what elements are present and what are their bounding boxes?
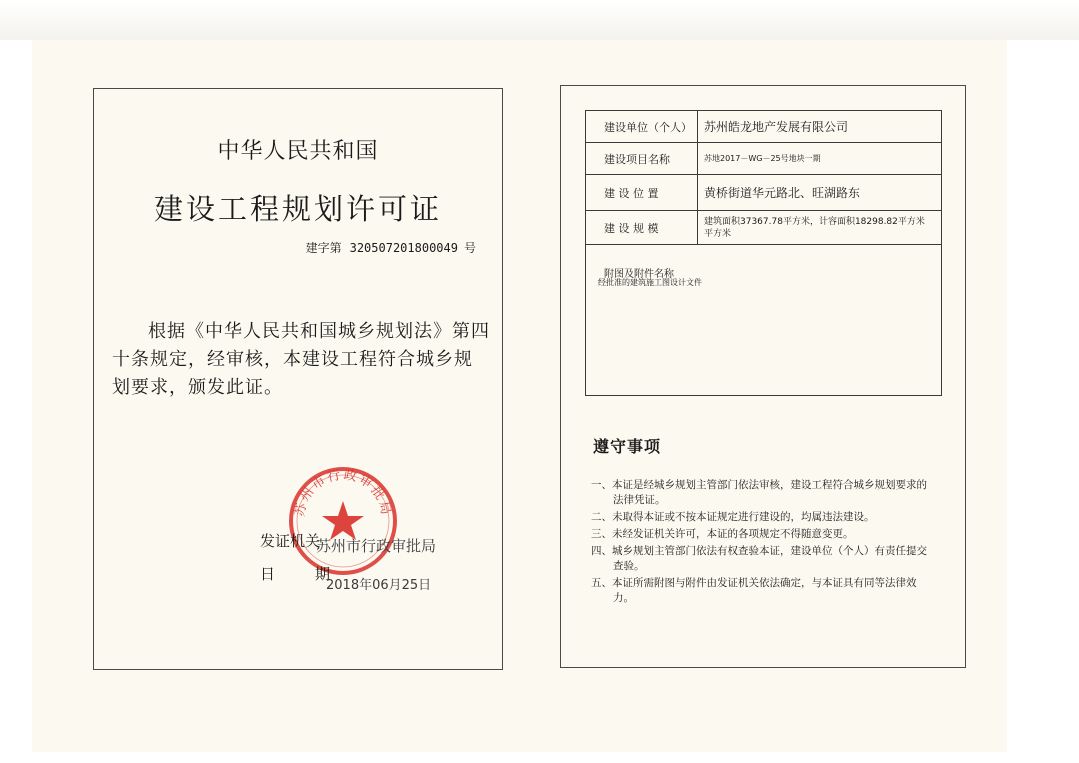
official-seal-icon: [287, 465, 399, 577]
notice-item: 一、本证是经城乡规划主管部门依法审核，建设工程符合城乡规划要求的法律凭证。: [591, 479, 927, 506]
attachment-label: 附图及附件名称: [604, 269, 674, 280]
table-row-project: [586, 143, 941, 175]
notice-item: 二、未取得本证或不按本证规定进行建设的，均属违法建设。: [591, 511, 875, 523]
table-row-unit: [586, 111, 941, 143]
row-value: 苏地2017－WG－25号地块一期: [704, 154, 821, 163]
notice-item: 四、城乡规划主管部门依法有权查验本证，建设单位（个人）有责任提交查验。: [591, 545, 927, 572]
row-label: 建设项目名称: [586, 143, 698, 174]
row-value: 建筑面积37367.78平方米，计容面积18298.82平方米 平方米: [704, 216, 934, 239]
number-value: 320507201800049: [349, 241, 458, 255]
number-suffix: 号: [463, 241, 476, 255]
issue-date: 2018年06月25日: [326, 578, 432, 593]
row-label: 建 设 规 模: [586, 211, 698, 244]
table-row-location: [586, 175, 941, 211]
row-value: 黄桥街道华元路北、旺湖路东: [704, 186, 861, 200]
number-prefix: 建字第: [305, 241, 342, 255]
row-value: 苏州皓龙地产发展有限公司: [704, 120, 849, 134]
notice-item: 五、本证所需附图与附件由发证机关依法确定，与本证具有同等法律效力。: [591, 577, 917, 604]
notice-list: [591, 478, 936, 608]
notice-item: 三、未经发证机关许可，本证的各项规定不得随意变更。: [591, 528, 854, 540]
date-label: 日期: [260, 565, 371, 583]
table-row-scale: [586, 211, 941, 245]
notice-title: 遵守事项: [593, 437, 662, 456]
certificate-title: 建设工程规划许可证: [153, 192, 442, 226]
certificate-front-panel: [93, 88, 503, 670]
issuer-label: 发证机关: [260, 532, 321, 550]
certificate-back-panel: [560, 85, 966, 668]
row-label: 建设单位（个人）: [586, 111, 698, 142]
project-info-table: [585, 110, 942, 396]
row-label: 建 设 位 置: [586, 175, 698, 210]
certificate-body-text: 根据《中华人民共和国城乡规划法》第四十条规定，经审核，本建设工程符合城乡规划要求，颁发此证。: [112, 321, 490, 398]
attachment-value: 经批准的建筑施工图设计文件: [598, 278, 702, 287]
certificate-number: [306, 239, 476, 256]
scan-top-edge: [0, 0, 1079, 40]
country-name: 中华人民共和国: [217, 139, 379, 164]
issuer-value: 苏州市行政审批局: [316, 537, 437, 555]
svg-text:苏州市行政审批局: 苏州市行政审批局: [292, 467, 394, 518]
